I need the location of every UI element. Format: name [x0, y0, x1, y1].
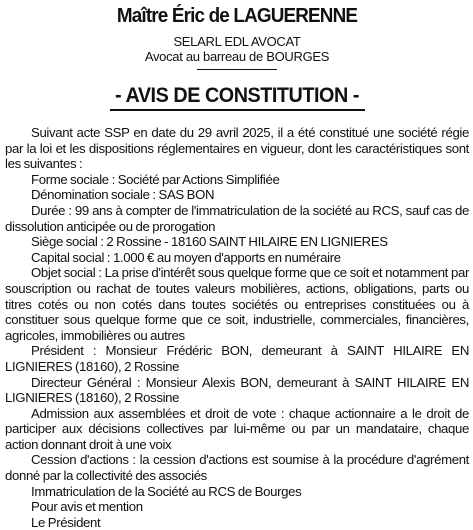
company-name-line: Dénomination sociale : SAS BON — [31, 187, 215, 203]
title-underline — [110, 109, 365, 111]
voting-rights-paragraph: Admission aux assemblées et droit de vote : chaque actionnaire a le droit de participer aux décisions collectives par lui-même ou par un mandataire, chaque action donnant droit à une voix — [5, 405, 469, 452]
notice-mention-line: Pour avis et mention — [31, 499, 143, 515]
intro-paragraph: Suivant acte SSP en date du 29 avril 2025, il a été constitué une société régie par la loi et les dispositions réglementaires en vigueur, dont les caractéristiques sont les suivantes : — [5, 125, 469, 172]
registration-line: Immatriculation de la Société au RCS de Bourges — [31, 483, 302, 499]
managing-director-paragraph: Directeur Général : Monsieur Alexis BON, demeurant à SAINT HILAIRE EN LIGNIERES (18160), 2 Rossine — [5, 374, 469, 406]
head-office-line: Siège social : 2 Rossine - 18160 SAINT HILAIRE EN LIGNIERES — [31, 234, 388, 250]
legal-form-line: Forme sociale : Société par Actions Simplifiée — [31, 171, 280, 187]
signatory-line: Le Président — [31, 514, 101, 530]
firm-name: SELARL EDL AVOCAT — [173, 34, 301, 49]
lawyer-name: Maître Éric de LAGUERENNE — [116, 4, 358, 27]
notice-title: - AVIS DE CONSTITUTION - — [115, 83, 359, 107]
bar-affiliation: Avocat au barreau de BOURGES — [144, 49, 330, 64]
header-divider — [197, 69, 277, 70]
corporate-purpose-paragraph: Objet social : La prise d'intérêt sous quelque forme que ce soit et notamment par souscription ou rachat de toutes valeurs mobilières, actions, obligations, parts ou titres cotés ou non cotés dans toutes sociétés ou entreprises constituées ou à constituer sous quelque forme que ce soit, industrielle, commerciales, financières, agricoles, immobilières ou autres — [5, 265, 469, 343]
notice-body — [5, 125, 469, 530]
share-transfer-paragraph: Cession d'actions : la cession d'actions est soumise à la procédure d'agrément donné par la collectivité des associés — [5, 452, 469, 484]
share-capital-line: Capital social : 1.000 € au moyen d'apports en numéraire — [31, 249, 341, 265]
duration-paragraph: Durée : 99 ans à compter de l'immatriculation de la société au RCS, sauf cas de dissolution anticipée ou de prorogation — [5, 202, 469, 234]
president-paragraph: Président : Monsieur Frédéric BON, demeurant à SAINT HILAIRE EN LIGNIERES (18160), 2 Rossine — [5, 343, 469, 374]
